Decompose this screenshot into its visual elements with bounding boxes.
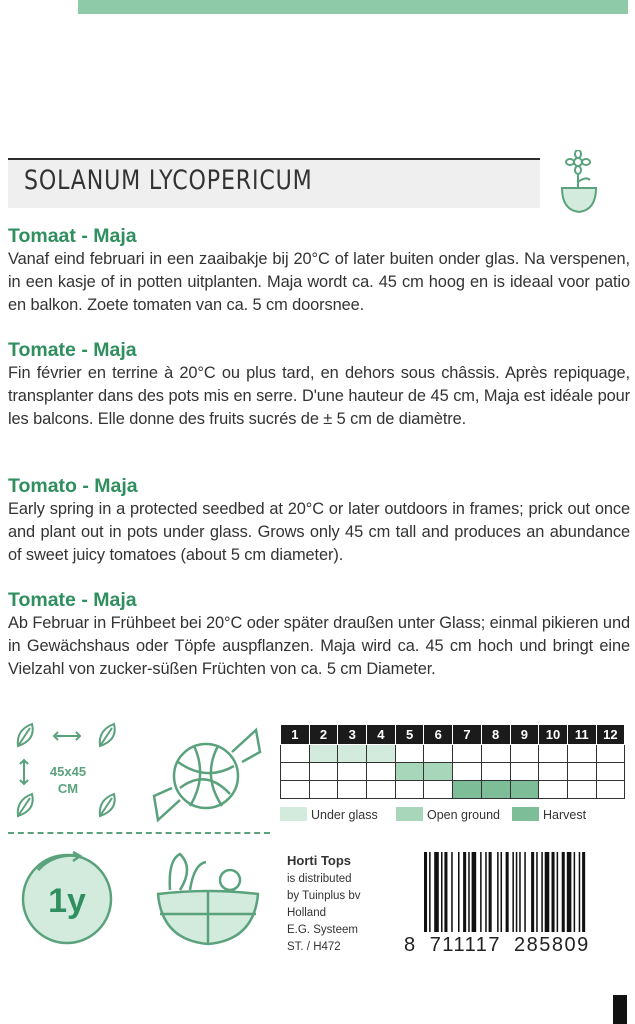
- legend-swatch: [512, 807, 539, 821]
- calendar-cell: [367, 781, 396, 799]
- distributor-info: [287, 852, 361, 956]
- barcode-bar: [472, 852, 477, 932]
- barcode-bar: [441, 852, 443, 932]
- divider: [8, 832, 270, 834]
- corner-mark: [613, 995, 627, 1024]
- barcode-bar: [541, 852, 543, 932]
- spacing-icon: [10, 718, 122, 822]
- barcode-bar: [557, 852, 559, 932]
- calendar-cell: [424, 745, 453, 763]
- barcode-bar: [458, 852, 460, 932]
- month-cell: 3: [338, 725, 367, 745]
- barcode-bar: [545, 852, 550, 932]
- calendar-cell: [481, 745, 510, 763]
- month-cell: 11: [567, 725, 596, 745]
- calendar-cell: [539, 745, 568, 763]
- brand-name: Horti Tops: [287, 853, 352, 868]
- month-cell: 5: [395, 725, 424, 745]
- calendar-cell: [395, 763, 424, 781]
- calendar-row-harvest: [281, 781, 625, 799]
- calendar-cell: [596, 763, 625, 781]
- calendar-cell: [539, 763, 568, 781]
- barcode-bar: [468, 852, 470, 932]
- section-text: Early spring in a protected seedbed at 20°C or later outdoors in frames; prick out once and plant out in pots under glass. Grows only 45 cm tall and produces an abundance of sweet juicy tomatoes (about 5 cm diameter).: [8, 500, 630, 564]
- section-text: Ab Februar in Frühbeet bei 20°C oder später draußen unter Glass; einmal pikieren und in Gewächshaus oder Töpfe auspflanzen. Maja wird ca. 45 cm hoch und bringt eine Vielzahl von zucker-süßen Früchten von ca. 5 cm Diameter.: [8, 614, 630, 678]
- calendar-cell: [338, 781, 367, 799]
- barcode-bar: [519, 852, 521, 932]
- month-cell: 10: [539, 725, 568, 745]
- spacing-unit: CM: [57, 781, 79, 796]
- barcode-bar: [434, 852, 439, 932]
- calendar-cell: [281, 763, 310, 781]
- calendar-cell: [281, 781, 310, 799]
- section-title: Tomate - Maja: [8, 339, 137, 361]
- calendar-cell: [309, 745, 338, 763]
- calendar-cell: [539, 781, 568, 799]
- calendar-cell: [567, 763, 596, 781]
- barcode-bar: [506, 852, 509, 932]
- month-cell: 9: [510, 725, 539, 745]
- calendar-cell: [309, 763, 338, 781]
- barcode-bar: [480, 852, 482, 932]
- lifespan-label: 1y: [48, 882, 86, 920]
- section-english: [8, 474, 630, 567]
- flower-pot-icon: [552, 150, 610, 216]
- latin-name: SOLANUM LYCOPERICUM: [24, 165, 313, 196]
- barcode-bar: [497, 852, 499, 932]
- month-cell: 6: [424, 725, 453, 745]
- calendar-cell: [510, 781, 539, 799]
- calendar-cell: [596, 745, 625, 763]
- month-cell: 12: [596, 725, 625, 745]
- calendar-cell: [596, 781, 625, 799]
- month-cell: 2: [309, 725, 338, 745]
- barcode-group-2: 285809: [514, 934, 590, 956]
- barcode-bar: [536, 852, 538, 932]
- section-text: Vanaf eind februari in een zaaibakje bij 20°C of later buiten onder glas. Na verspenen, in een kasje of in potten uitplanten. Maja wordt ca. 45 cm hoog en is ideaal voor patio en balkon. Zoete tomaten van ca. 5 cm doorsnee.: [8, 250, 630, 314]
- section-title: Tomaat - Maja: [8, 225, 137, 247]
- section-text: Fin février en terrine à 20°C ou plus tard, en dehors sous châssis. Après repiquage, transplanter dans des pots mis en serre. D'une hauteur de 45 cm, Maja est idéale pour les balcons. Elle donne des fruits sucrés de ± 5 cm de diamètre.: [8, 364, 630, 428]
- top-color-bar: [78, 0, 628, 14]
- calendar-cell: [338, 745, 367, 763]
- section-dutch: [8, 224, 630, 317]
- barcode-bar: [463, 852, 466, 932]
- brand-line: E.G. Systeem: [287, 924, 358, 936]
- section-title: Tomate - Maja: [8, 589, 137, 611]
- section-german: [8, 588, 630, 681]
- barcode-group-1: 711117: [429, 934, 501, 956]
- legend-label: Under glass: [311, 808, 378, 822]
- calendar-cell: [281, 745, 310, 763]
- barcode-bar: [574, 852, 576, 932]
- barcode-bar: [485, 852, 487, 932]
- brand-line: Holland: [287, 907, 326, 919]
- barcode-bar: [567, 852, 572, 932]
- legend-label: Open ground: [427, 808, 500, 822]
- barcode-bar: [512, 852, 514, 932]
- section-french: [8, 338, 630, 431]
- calendar-cell: [481, 781, 510, 799]
- calendar-row-under-glass: [281, 745, 625, 763]
- barcode-bar: [501, 852, 503, 932]
- barcode-bar: [524, 852, 526, 932]
- brand-line: ST. / H472: [287, 941, 341, 953]
- calendar-cell: [395, 781, 424, 799]
- legend-swatch: [396, 807, 423, 821]
- calendar-cell: [424, 763, 453, 781]
- month-cell: 4: [367, 725, 396, 745]
- barcode-digits: [404, 934, 590, 957]
- calendar-cell: [367, 745, 396, 763]
- calendar-cell: [367, 763, 396, 781]
- month-cell: 7: [453, 725, 482, 745]
- calendar-cell: [395, 745, 424, 763]
- month-cell: 1: [281, 725, 310, 745]
- barcode-bar: [516, 852, 518, 932]
- calendar-header-row: [281, 725, 625, 745]
- calendar-cell: [424, 781, 453, 799]
- calendar-cell: [453, 745, 482, 763]
- calendar-cell: [309, 781, 338, 799]
- brand-line: by Tuinplus bv: [287, 890, 361, 902]
- barcode-first-digit: 8: [404, 934, 417, 956]
- calendar-cell: [481, 763, 510, 781]
- calendar-cell: [567, 745, 596, 763]
- vegetable-basket-icon: [150, 850, 266, 948]
- calendar-cell: [453, 781, 482, 799]
- legend-swatch: [280, 807, 307, 821]
- calendar-cell: [338, 763, 367, 781]
- month-cell: 8: [481, 725, 510, 745]
- barcode-bar: [582, 852, 585, 932]
- brand-line: is distributed: [287, 873, 352, 885]
- barcode-bar: [531, 852, 534, 932]
- barcode-bar: [579, 852, 581, 932]
- section-title: Tomato - Maja: [8, 475, 138, 497]
- legend-label: Harvest: [543, 808, 587, 822]
- barcode-bar: [429, 852, 431, 932]
- barcode-bar: [451, 852, 453, 932]
- sowing-calendar: [280, 724, 625, 799]
- spacing-value: 45x45: [49, 764, 87, 779]
- calendar-cell: [510, 745, 539, 763]
- calendar-cell: [510, 763, 539, 781]
- barcode-bar: [552, 852, 555, 932]
- barcode-bar: [424, 852, 427, 932]
- calendar-cell: [567, 781, 596, 799]
- barcode: [424, 852, 628, 932]
- sweet-candy-icon: [150, 722, 266, 828]
- annual-badge-icon: [18, 850, 116, 948]
- calendar-cell: [453, 763, 482, 781]
- barcode-bar: [489, 852, 492, 932]
- barcode-bar: [444, 852, 447, 932]
- calendar-row-open-ground: [281, 763, 625, 781]
- barcode-bar: [562, 852, 565, 932]
